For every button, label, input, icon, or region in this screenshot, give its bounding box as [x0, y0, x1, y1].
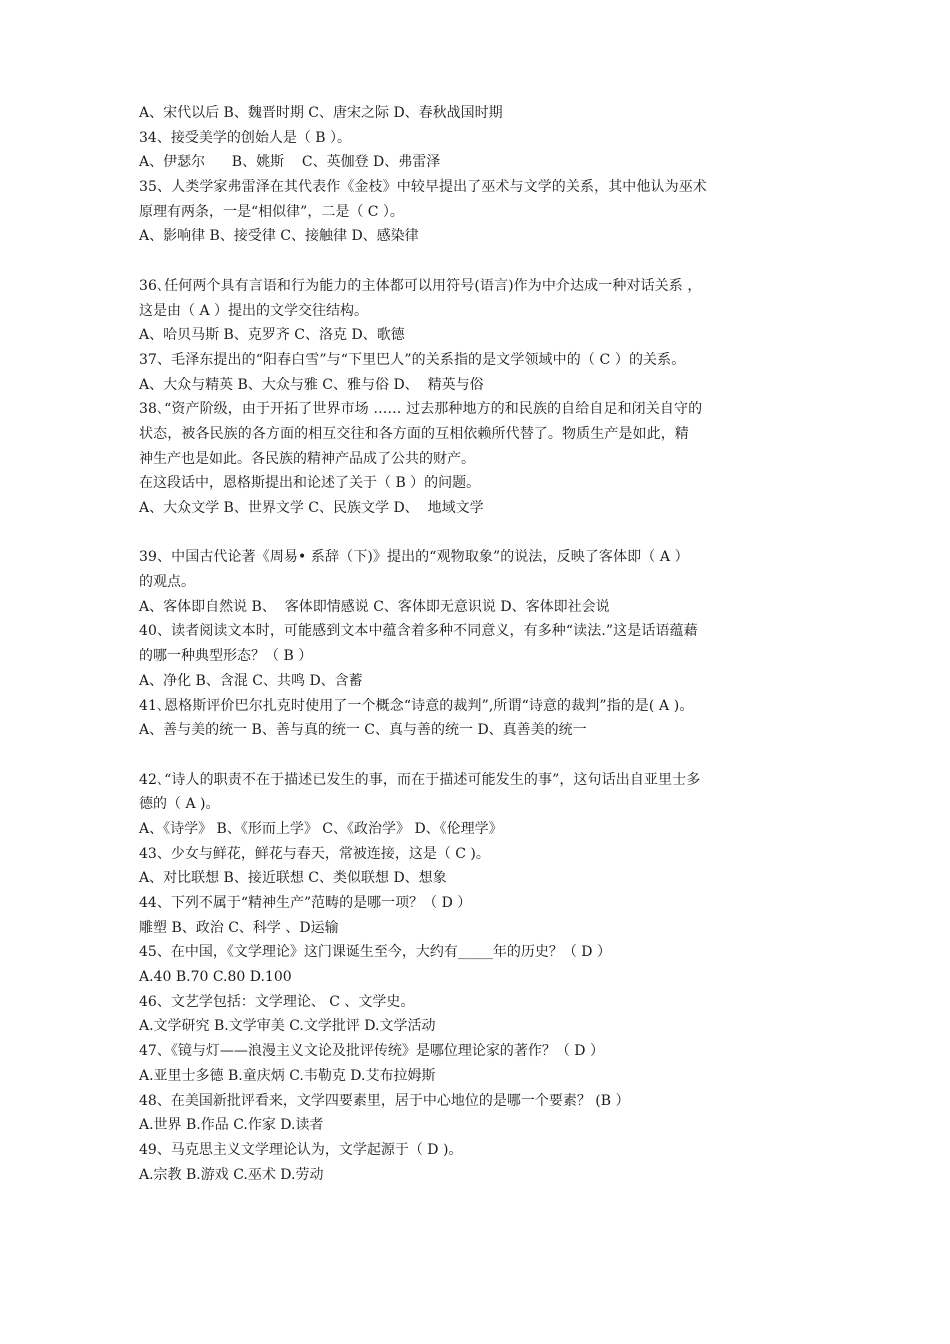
question-36: 36､任何两个具有言语和行为能力的主体都可以用符号(语言)作为中介达成一种对话关系 ， — [139, 277, 702, 294]
document-page — [139, 101, 819, 1187]
question-39-cont: 的观点。 — [139, 574, 195, 591]
question-45: 45、在中国，《文学理论》这门课诞生至今，大约有_____年的历史？（ D ） — [139, 944, 611, 961]
question-36-cont: 这是由（ A ）提出的文学交往结构。 — [139, 302, 369, 319]
question-41: 41､恩格斯评价巴尔扎克时使用了一个概念“诗意的裁判”,所谓“诗意的裁判”指的是( A )。 — [139, 697, 694, 714]
question-46: 46、文艺学包括：文学理论、 C 、文学史。 — [139, 993, 415, 1010]
options-45: A.40 B.70 C.80 D.100 — [139, 969, 292, 986]
question-35-cont: 原理有两条，一是“相似律”，二是（ C ）。 — [139, 203, 404, 220]
options-44: 雕塑 B、政治 C、科学 、D运输 — [139, 919, 339, 936]
question-38: 38､“资产阶级，由于开拓了世界市场 …… 过去那种地方的和民族的自给自足和闭关自守的 — [139, 401, 703, 418]
question-38-cont-1: 状态，被各民族的各方面的相互交往和各方面的互相依赖所代替了。物质生产是如此，精 — [139, 425, 689, 442]
text-line: A、宋代以后 B、魏晋时期 C、唐宋之际 D、春秋战国时期 — [139, 105, 503, 121]
options-48: A.世界 B.作品 C.作家 D.读者 — [139, 1117, 324, 1134]
options-46: A.文学研究 B.文学审美 C.文学批评 D.文学活动 — [139, 1018, 436, 1035]
question-35: 35、人类学家弗雷泽在其代表作《金枝》中较早提出了巫术与文学的关系，其中他认为巫术 — [139, 179, 707, 196]
options-47: A.亚里士多德 B.童庆炳 C.韦勒克 D.艾布拉姆斯 — [139, 1067, 436, 1084]
options-40: A、净化 B、含混 C、共鸣 D、含蓄 — [139, 672, 363, 689]
question-38-cont-3: 在这段话中，恩格斯提出和论述了关于（ B ）的问题。 — [139, 475, 481, 492]
options-35: A、影响律 B、接受律 C、接触律 D、感染律 — [139, 228, 419, 245]
question-42-cont: 德的（ A )。 — [139, 796, 220, 813]
options-36: A、哈贝马斯 B、克罗齐 C、洛克 D、歌德 — [139, 327, 405, 344]
question-48: 48、在美国新批评看来，文学四要素里，居于中心地位的是哪一个要素？ (B ） — [139, 1092, 630, 1109]
options-39: A、客体即自然说 B、 客体即情感说 C、客体即无意识说 D、客体即社会说 — [139, 598, 610, 615]
question-47: 47、《镜与灯——浪漫主义文论及批评传统》是哪位理论家的著作？（ D ） — [139, 1043, 604, 1060]
question-42: 42､“诗人的职责不在于描述已发生的事，而在于描述可能发生的事”，这句话出自亚里士多 — [139, 771, 701, 788]
blank-line — [139, 521, 819, 546]
options-34: A、伊瑟尔 B、姚斯 C、英伽登 D、弗雷泽 — [139, 154, 441, 171]
question-34: 34、接受美学的创始人是（ B ）。 — [139, 129, 352, 146]
question-39: 39、中国古代论著《周易• 系辞（下)》提出的“观物取象”的说法，反映了客体即（ A ） — [139, 549, 689, 566]
question-49: 49、马克思主义文学理论认为，文学起源于（ D )。 — [139, 1141, 463, 1158]
options-38: A、大众文学 B、世界文学 C、民族文学 D、 地域文学 — [139, 500, 484, 516]
question-44: 44、下列不属于“精神生产”范畴的是哪一项？（ D ） — [139, 895, 472, 911]
options-42: A、《诗学》 B、《形而上学》 C、《政治学》 D、《伦理学》 — [139, 820, 503, 837]
question-40: 40、读者阅读文本时，可能感到文本中蕴含着多种不同意义，有多种“读法.”这是话语蕴藉 — [139, 623, 698, 640]
question-38-cont-2: 神生产也是如此。各民族的精神产品成了公共的财产。 — [139, 450, 475, 467]
options-49: A.宗教 B.游戏 C.巫术 D.劳动 — [139, 1166, 324, 1183]
question-37: 37、毛泽东提出的“阳春白雪”与“下里巴人”的关系指的是文学领域中的（ C ）的关系。 — [139, 351, 686, 368]
options-37: A、大众与精英 B、大众与雅 C、雅与俗 D、 精英与俗 — [139, 376, 484, 393]
blank-line — [139, 249, 819, 274]
question-43: 43、少女与鲜花，鲜花与春天，常被连接，这是（ C )。 — [139, 845, 490, 862]
question-40-cont: 的哪一种典型形态？（ B ） — [139, 648, 313, 665]
options-43: A、对比联想 B、接近联想 C、类似联想 D、想象 — [139, 870, 447, 887]
options-41: A、善与美的统一 B、善与真的统一 C、真与善的统一 D、真善美的统一 — [139, 722, 587, 739]
blank-line — [139, 743, 819, 768]
